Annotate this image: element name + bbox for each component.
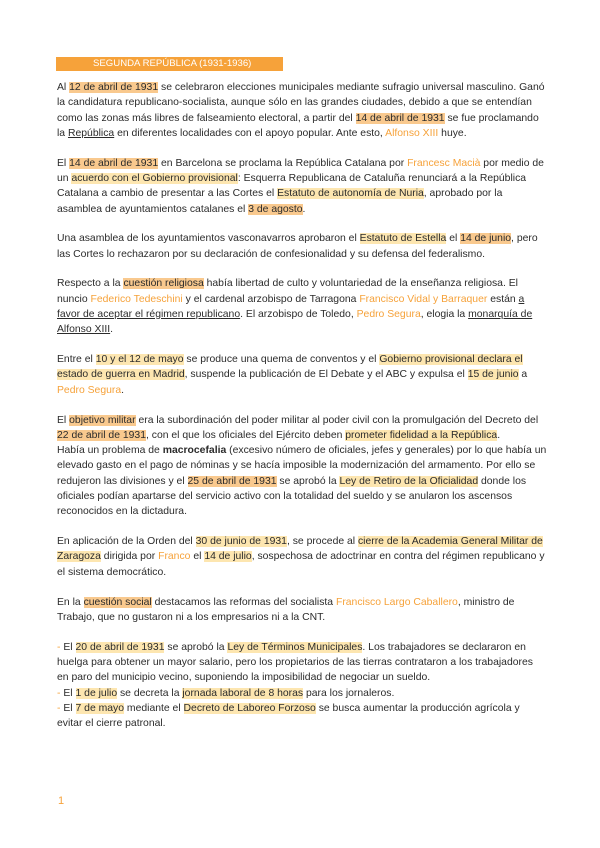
- term-highlight: Estatuto de Estella: [359, 233, 447, 245]
- term-highlight: Ley de Retiro de la Oficialidad: [339, 475, 479, 487]
- person-name: Francisco Vidal y Barraquer: [359, 293, 488, 305]
- date-highlight: 7 de mayo: [75, 702, 125, 714]
- bullet-dash: -: [57, 687, 64, 699]
- date-highlight: 20 de abril de 1931: [75, 641, 165, 653]
- page-number: 1: [58, 795, 65, 807]
- document-body: [57, 80, 547, 746]
- date-highlight: 12 de abril de 1931: [69, 82, 159, 93]
- bullet-dash: -: [57, 702, 64, 714]
- term-highlight: Ley de Términos Municipales: [227, 641, 363, 653]
- date-highlight: 15 de junio: [467, 369, 519, 381]
- paragraph-reformas: - El 20 de abril de 1931 se aprobó la Ley de Términos Municipales. Los trabajadores se declararon en huelga para obtener un mayor salario, pero los propietarios de las tierras contrataron a los trabajadores en paro del municipio vecino, suponiendo la imposibilidad de negociar un sueldo. - El 1 de julio se decreta la jornada laboral de 8 horas para los jornaleros. - El 7 de mayo mediante el Decreto de Laboreo Forzoso se busca aumentar la producción agrícola y evitar el cierre patronal.: [57, 641, 533, 730]
- date-highlight: 30 de junio de 1931: [195, 536, 287, 548]
- date-highlight: 14 de abril de 1931: [69, 157, 159, 169]
- date-highlight: 22 de abril de 1931: [57, 429, 146, 441]
- person-name: Pedro Segura: [356, 309, 421, 321]
- date-highlight: 25 de abril de 1931: [187, 475, 277, 487]
- person-name: Federico Tedeschini: [90, 293, 183, 305]
- person-name: Pedro Segura: [57, 384, 122, 396]
- term-highlight: Gobierno provisional declara el estado de guerra en Madrid: [57, 354, 523, 381]
- person-name: Francesc Macià: [407, 157, 481, 169]
- paragraph-conventos: Entre el 10 y el 12 de mayo se produce una quema de conventos y el Gobierno provisional declara el estado de guerra en Madrid, suspende la publicación de El Debate y el ABC y expulsa el 15 de junio a Pedro Segura.: [57, 354, 528, 396]
- term-highlight: acuerdo con el Gobierno provisional: [71, 172, 238, 184]
- underlined-term: a favor de aceptar el régimen republicano: [57, 293, 525, 321]
- underlined-term: República: [67, 127, 115, 139]
- term-highlight: prometer fidelidad a la República: [345, 429, 498, 441]
- paragraph-academia: En aplicación de la Orden del 30 de junio de 1931, se procede al cierre de la Academia General Militar de Zaragoza dirigida por Franco el 14 de julio, sospechosa de adoctrinar en contra del régimen republicano y el sistema democrático.: [57, 536, 545, 578]
- term-highlight: Decreto de Laboreo Forzoso: [183, 702, 316, 714]
- date-highlight: 14 de junio: [460, 233, 512, 245]
- date-highlight: 14 de julio: [204, 551, 252, 563]
- topic-highlight: objetivo militar: [69, 414, 136, 426]
- term-highlight: Estatuto de autonomía de Nuria: [277, 188, 424, 200]
- term-highlight: cierre de la Academia General Militar de Zaragoza: [57, 536, 543, 563]
- paragraph-estella: Una asamblea de los ayuntamientos vasconavarros aprobaron el Estatuto de Estella el 14 de junio, pero las Cortes lo rechazaron por su declaración de confesionalidad y su defensa del federalismo.: [57, 233, 538, 260]
- paragraph-cataluna: El 14 de abril de 1931 en Barcelona se proclama la República Catalana por Francesc Macià por medio de un acuerdo con el Gobierno provisional: Esquerra Republicana de Cataluña renunciará a la República Catalana a cambio de presentar a las Cortes el Estatuto de autonomía de Nuria, aprobado por la asamblea de ayuntamientos catalanes el 3 de agosto.: [57, 157, 544, 215]
- date-highlight: 14 de abril de 1931: [355, 112, 445, 124]
- date-highlight: 1 de julio: [75, 687, 118, 699]
- person-name: Alfonso XIII: [385, 127, 439, 139]
- section-title: SEGUNDA REPÚBLICA (1931-1936): [56, 57, 283, 71]
- person-name: Franco: [158, 551, 191, 563]
- bullet-dash: -: [57, 641, 64, 653]
- bold-term: macrocefalia: [162, 445, 227, 457]
- term-highlight: jornada laboral de 8 horas: [182, 687, 304, 699]
- topic-highlight: cuestión religiosa: [123, 278, 204, 290]
- paragraph-elecciones: Al 12 de abril de 1931 se celebraron elecciones municipales mediante sufragio universal masculino. Ganó la candidatura republicano-socialista, aunque sólo en las grandes ciudades, debido a que se entendían como las zonas más libres de falseamiento electoral, a partir del 14 de abril de 1931 se fue proclamando la República en diferentes localidades con el apoyo popular. Ante esto, Alfonso XIII huye.: [57, 82, 545, 139]
- paragraph-militar: El objetivo militar era la subordinación del poder militar al poder civil con la promulgación del Decreto del 22 de abril de 1931, con el que los oficiales del Ejército deben prometer fidelidad a la República. Había un problema de macrocefalia (excesivo número de oficiales, jefes y generales) por lo que había un elevado gasto en el pago de nóminas y se hacía imposible la modernización del armamento. Por ello se redujeron las divisiones y el 25 de abril de 1931 se aprobó la Ley de Retiro de la Oficialidad donde los oficiales podían apartarse del servicio activo con la totalidad del sueldo y se anularon los ascensos reconocidos en la dictadura.: [57, 414, 547, 518]
- person-name: Francisco Largo Caballero: [335, 596, 458, 608]
- date-highlight: 3 de agosto: [248, 203, 303, 215]
- paragraph-religiosa: Respecto a la cuestión religiosa había libertad de culto y voluntariedad de la enseñanza religiosa. El nuncio Federico Tedeschini y el cardenal arzobispo de Tarragona Francisco Vidal y Barraquer están a favor de aceptar el régimen republicano. El arzobispo de Toledo, Pedro Segura, elogia la monarquía de Alfonso XIII.: [57, 278, 533, 336]
- underlined-term: monarquía de Alfonso XIII: [57, 309, 533, 336]
- paragraph-social: En la cuestión social destacamos las reformas del socialista Francisco Largo Caballero, ministro de Trabajo, que no gustaron ni a los empresarios ni a la CNT.: [57, 596, 515, 623]
- topic-highlight: cuestión social: [83, 596, 152, 608]
- date-highlight: 10 y el 12 de mayo: [95, 354, 184, 366]
